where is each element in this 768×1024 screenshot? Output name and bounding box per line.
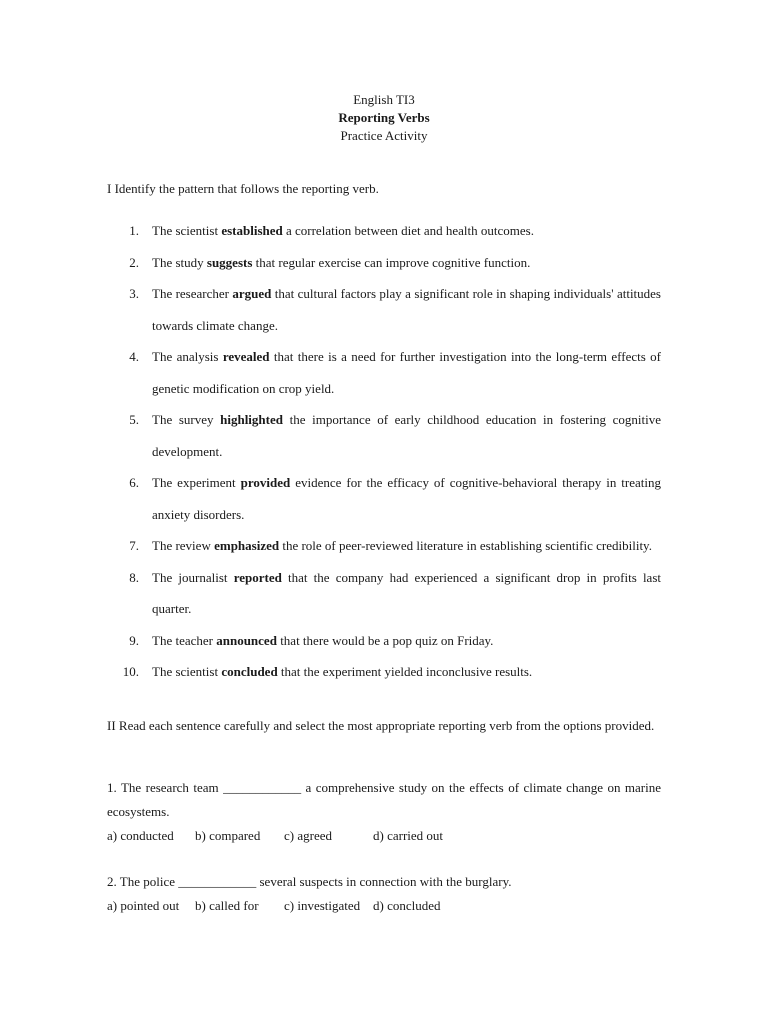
item-number: 4. [129,349,139,364]
item-text: that the company had experienced a significant drop in profits last quarter. [152,569,661,616]
item-text: that the experiment yielded inconclusive results. [277,664,533,679]
document-header [0,91,768,145]
reporting-verb: emphasized [214,538,280,553]
option-a: a) conducted [107,828,174,843]
list-item [107,562,661,625]
item-text: The researcher [152,286,233,301]
item-number: 9. [129,632,139,648]
reporting-verb: provided [240,475,291,490]
item-text: evidence for the efficacy of cognitive-behavioral therapy in treating anxiety disorders. [152,475,661,522]
section-1-instruction: I Identify the pattern that follows the reporting verb. [107,181,379,196]
item-text: The experiment [152,475,241,490]
list-item [107,530,661,562]
item-text: The journalist [152,569,234,585]
section-1-list [107,215,661,688]
item-number: 2. [129,254,139,270]
reporting-verb: concluded [221,664,278,679]
item-text: The study [152,254,207,270]
section-2-instruction: II Read each sentence carefully and select the most appropriate reporting verb from the options provided. [107,718,655,733]
page-title: Reporting Verbs [338,110,430,125]
question-1-text: 1. The research team ____________ a comprehensive study on the effects of climate change on marine ecosystems. [107,780,661,819]
item-text: that regular exercise can improve cognitive function. [252,254,531,270]
item-text: The scientist [152,223,222,238]
item-number: 10. [122,664,139,679]
reporting-verb: announced [216,632,277,648]
list-item [107,625,661,657]
list-item [107,215,661,247]
item-text: that there would be a pop quiz on Friday. [276,632,494,648]
option-c: c) investigated [284,898,361,913]
item-number: 8. [129,569,139,585]
reporting-verb: highlighted [220,412,283,427]
page-subtitle: Practice Activity [340,128,428,143]
question-2-text: 2. The police ____________ several suspects in connection with the burglary. [107,874,512,889]
reporting-verb: suggests [206,254,253,270]
item-text: that cultural factors play a significant role in shaping individuals' attitudes towards climate change. [152,286,661,333]
item-number: 7. [129,538,139,553]
list-item [107,467,661,530]
list-item [107,341,661,404]
option-c: c) agreed [284,828,332,843]
item-number: 6. [129,475,139,490]
reporting-verb: revealed [222,349,270,364]
list-item [107,278,661,341]
item-text: The scientist [152,664,222,679]
option-b: b) called for [195,898,259,913]
reporting-verb: argued [232,286,272,301]
reporting-verb: established [221,223,283,238]
option-d: d) carried out [373,828,444,843]
item-text: a correlation between diet and health outcomes. [282,223,534,238]
option-a: a) pointed out [107,898,180,913]
item-number: 3. [129,286,139,301]
item-text: The review [152,538,215,553]
item-number: 5. [129,412,139,427]
item-text: the importance of early childhood education in fostering cognitive development. [152,412,661,459]
item-text: The analysis [152,349,223,364]
item-text: The survey [152,412,221,427]
list-item [107,656,661,688]
option-d: d) concluded [373,898,441,913]
item-text: the role of peer-reviewed literature in establishing scientific credibility. [279,538,652,553]
list-item [107,247,661,279]
option-b: b) compared [195,828,261,843]
reporting-verb: reported [233,569,282,585]
item-number: 1. [129,223,139,238]
item-text: that there is a need for further investigation into the long-term effects of genetic modification on crop yield. [152,349,661,396]
item-text: The teacher [152,632,217,648]
course-name: English TI3 [353,92,415,107]
list-item [107,404,661,467]
